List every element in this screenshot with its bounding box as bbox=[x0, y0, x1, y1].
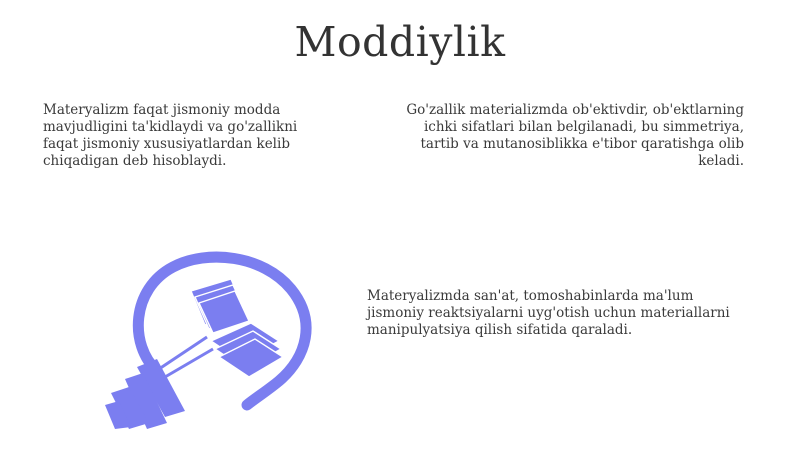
paragraph-bottom: Materyalizmda san'at, tomoshabinlarda ma'lum jismoniy reaktsiyalarni uyg'otish uchun materiallarni manipulyatsiya qilish sifatida qaraladi. bbox=[367, 288, 730, 338]
paragraph-right: Go'zallik materializmda ob'ektivdir, ob'ektlarning ichki sifatlari bilan belgilanadi, bu simmetriya, tartib va mutanosiblikka e'tibor qaratishga olib keladi. bbox=[406, 102, 744, 169]
slide-title: Moddiylik bbox=[294, 18, 506, 66]
lightbulb-with-book-icon bbox=[95, 245, 315, 430]
paragraph-left: Materyalizm faqat jismoniy modda mavjudligini ta'kidlaydi va go'zallikni faqat jismoniy xususiyatlardan kelib chiqadigan deb hisoblaydi. bbox=[43, 102, 298, 169]
